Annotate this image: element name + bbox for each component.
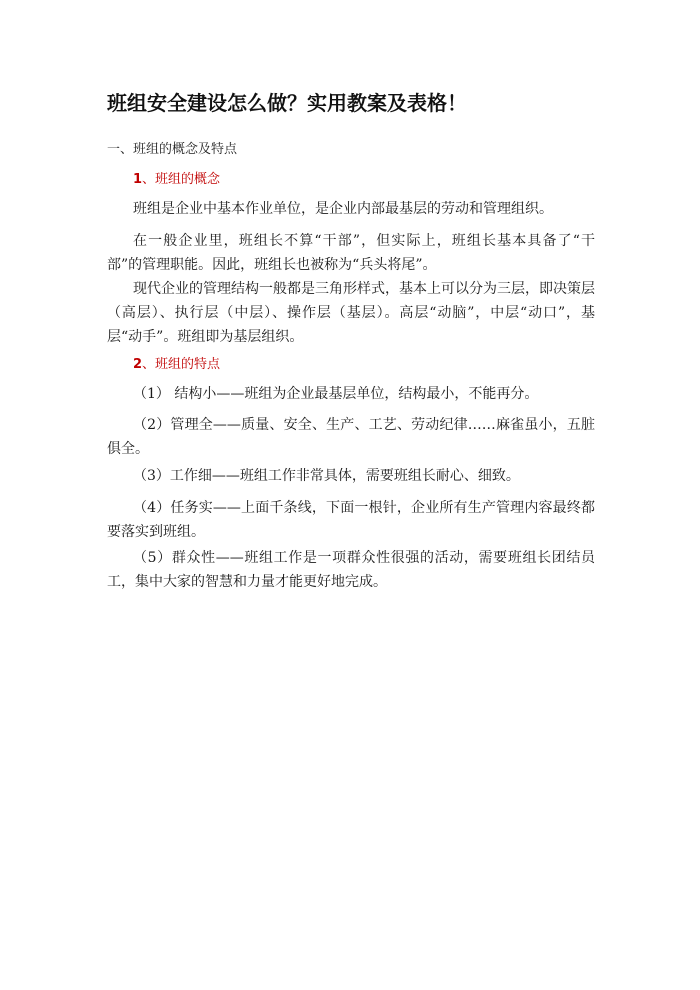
paragraph: 在一般企业里，班组长不算“干部”，但实际上，班组长基本具备了“干部”的管理职能。因此，班组长也被称为“兵头将尾”。 [107, 233, 595, 273]
subsection-title: 、班组的概念 [142, 172, 221, 187]
section-heading: 一、班组的概念及特点 [107, 142, 238, 157]
document-title: 班组安全建设怎么做？实用教案及表格！ [107, 91, 467, 115]
paragraph: 班组是企业中基本作业单位，是企业内部最基层的劳动和管理组织。 [133, 201, 553, 217]
subsection-number: 1 [133, 172, 143, 187]
list-item: （4）任务实——上面千条线，下面一根针，企业所有生产管理内容最终都要落实到班组。 [107, 500, 595, 540]
subsection-heading-concept [133, 170, 220, 190]
list-item: （2）管理全——质量、安全、生产、工艺、劳动纪律……麻雀虽小，五脏俱全。 [107, 417, 595, 457]
subsection-title: 、班组的特点 [142, 357, 221, 372]
list-item: （5）群众性——班组工作是一项群众性很强的活动，需要班组长团结员工，集中大家的智慧和力量才能更好地完成。 [107, 550, 595, 590]
list-item: （1） 结构小——班组为企业最基层单位，结构最小，不能再分。 [133, 386, 539, 402]
paragraph: 现代企业的管理结构一般都是三角形样式，基本上可以分为三层，即决策层（高层）、执行层（中层）、操作层（基层）。高层“动脑”，中层“动口”，基层“动手”。班组即为基层组织。 [107, 281, 595, 345]
subsection-number: 2 [133, 357, 143, 372]
subsection-heading-features [133, 355, 220, 375]
list-item: （3）工作细——班组工作非常具体，需要班组长耐心、细致。 [133, 468, 520, 484]
